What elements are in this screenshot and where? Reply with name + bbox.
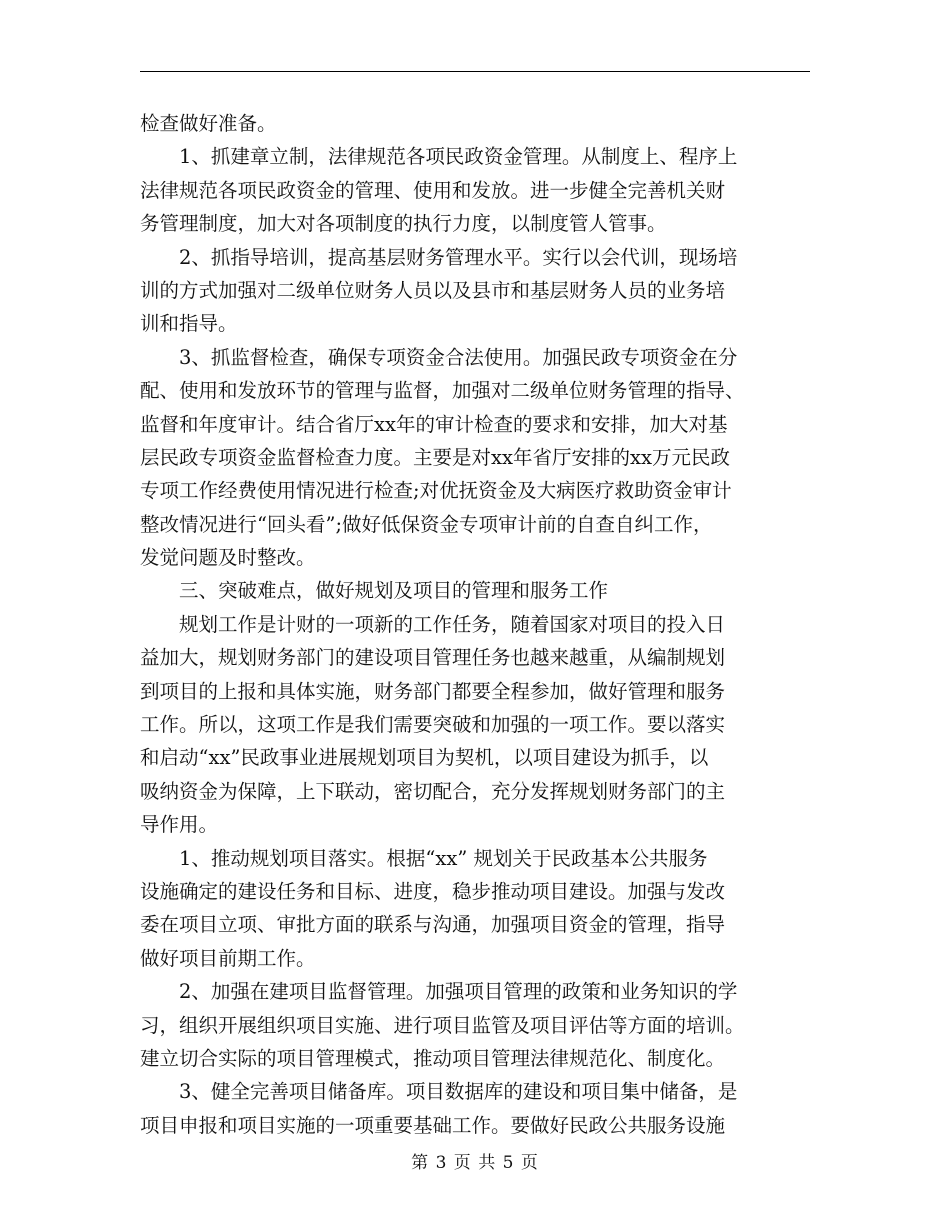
text-line: 导作用。 xyxy=(140,813,219,837)
text-line: 益加大，规划财务部门的建设项目管理任务也越来越重，从编制规划 xyxy=(140,646,726,670)
text-line: 2、抓指导培训，提高基层财务管理水平。实行以会代训，现场培 xyxy=(140,245,738,269)
section-heading: 三、突破难点，做好规划及项目的管理和服务工作 xyxy=(140,579,609,603)
text-line: 检查做好准备。 xyxy=(140,112,277,135)
text-line: 整改情况进行“回头看”;做好低保资金专项审计前的自查自纠工作， xyxy=(140,512,713,536)
text-line: 1、推动规划项目落实。根据“xx” 规划关于民政基本公共服务 xyxy=(140,846,708,870)
text-line: 监督和年度审计。结合省厅xx年的审计检查的要求和安排，加大对基 xyxy=(140,412,728,436)
text-line: 建立切合实际的项目管理模式，推动项目管理法律规范化、制度化。 xyxy=(140,1046,726,1070)
text-line: 吸纳资金为保障，上下联动，密切配合，充分发挥规划财务部门的主 xyxy=(140,779,726,803)
text-line: 法律规范各项民政资金的管理、使用和发放。进一步健全完善机关财 xyxy=(140,178,726,202)
text-line: 委在项目立项、审批方面的联系与沟通，加强项目资金的管理，指导 xyxy=(140,913,726,937)
text-line: 训的方式加强对二级单位财务人员以及县市和基层财务人员的业务培 xyxy=(140,278,726,302)
text-line: 项目申报和项目实施的一项重要基础工作。要做好民政公共服务设施 xyxy=(140,1113,726,1137)
text-line: 专项工作经费使用情况进行检查;对优抚资金及大病医疗救助资金审计 xyxy=(140,479,732,503)
text-line: 发觉问题及时整改。 xyxy=(140,546,316,570)
page-number-footer: 第 3 页 共 5 页 xyxy=(411,1153,539,1173)
text-line: 做好项目前期工作。 xyxy=(140,946,316,970)
text-line: 训和指导。 xyxy=(140,312,238,336)
text-line: 设施确定的建设任务和目标、进度，稳步推动项目建设。加强与发改 xyxy=(140,879,726,903)
text-line: 配、使用和发放环节的管理与监督，加强对二级单位财务管理的指导、 xyxy=(140,379,745,403)
text-line: 习，组织开展组织项目实施、进行项目监管及项目评估等方面的培训。 xyxy=(140,1013,745,1037)
text-line: 2、加强在建项目监督管理。加强项目管理的政策和业务知识的学 xyxy=(140,980,738,1004)
text-line: 务管理制度，加大对各项制度的执行力度，以制度管人管事。 xyxy=(140,212,667,236)
text-line: 1、抓建章立制，法律规范各项民政资金管理。从制度上、程序上 xyxy=(140,145,738,169)
text-line: 3、健全完善项目储备库。项目数据库的建设和项目集中储备，是 xyxy=(140,1080,738,1104)
text-line: 3、抓监督检查，确保专项资金合法使用。加强民政专项资金在分 xyxy=(140,345,738,369)
text-line: 和启动“xx”民政事业进展规划项目为契机，以项目建设为抓手，以 xyxy=(140,746,709,770)
header-rule xyxy=(140,71,810,72)
text-line: 工作。所以，这项工作是我们需要突破和加强的一项工作。要以落实 xyxy=(140,713,726,737)
text-line: 到项目的上报和具体实施，财务部门都要全程参加，做好管理和服务 xyxy=(140,679,726,703)
text-line: 规划工作是计财的一项新的工作任务，随着国家对项目的投入日 xyxy=(140,612,726,636)
document-body xyxy=(140,107,812,1142)
text-line: 层民政专项资金监督检查力度。主要是对xx年省厅安排的xx万元民政 xyxy=(140,445,730,469)
